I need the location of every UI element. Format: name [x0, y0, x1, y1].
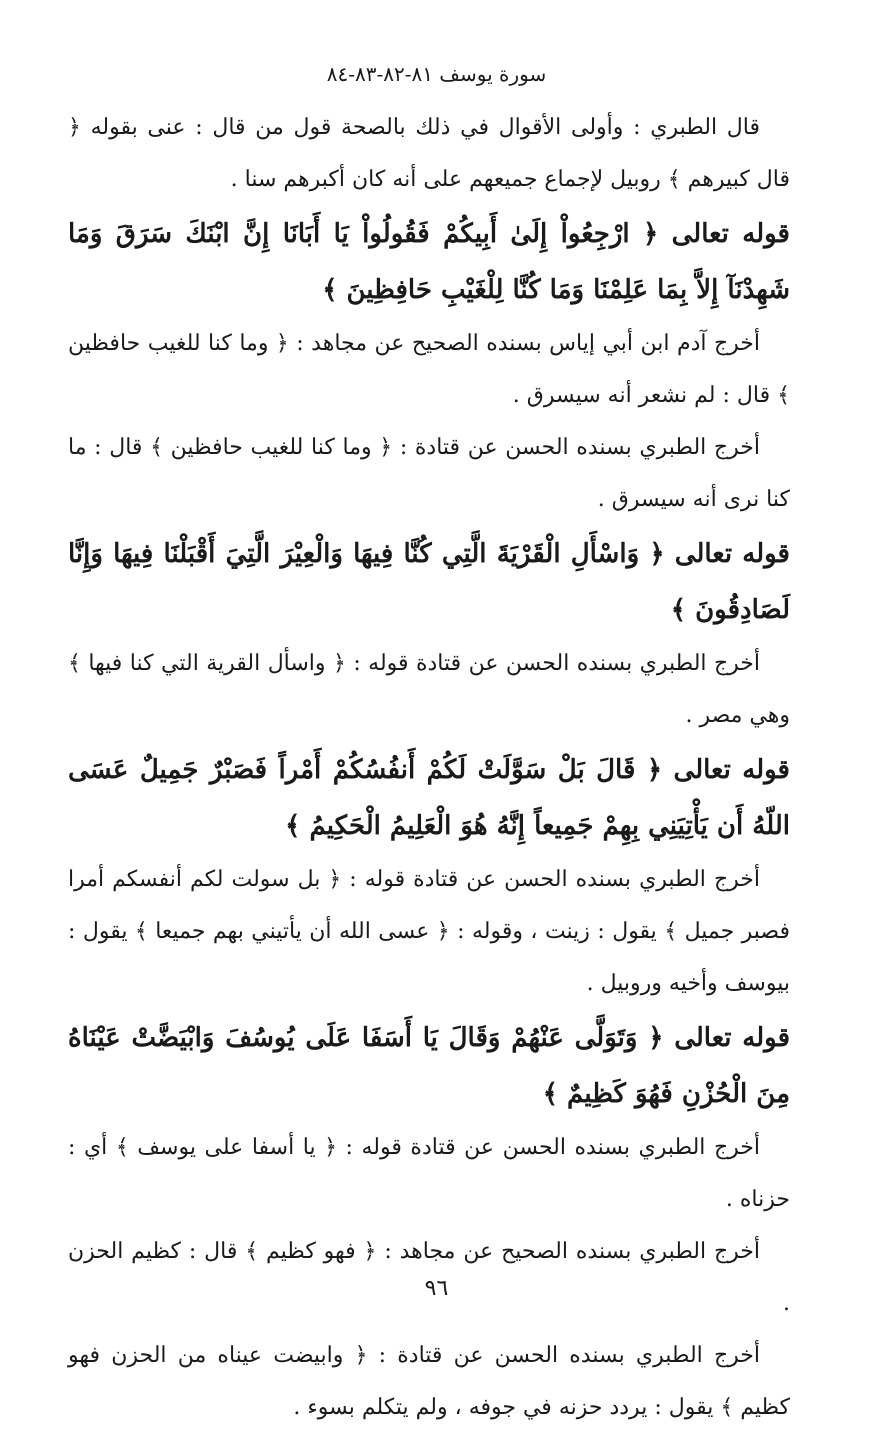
page-number: ٩٦: [424, 1276, 449, 1301]
body-text: [68, 102, 790, 1434]
paragraph-tabari-qatada-4: أخرج الطبري بسنده الحسن عن قتادة قوله : ﴿ يا أسفا على يوسف ﴾ أي : حزناه .: [68, 1135, 790, 1212]
paragraph-tabari-opinion: قال الطبري : وأولى الأقوال في ذلك بالصحة قول من قال : عنى بقوله ﴿ قال كبيرهم ﴾ روبيل لإجماع جميعهم على أنه كان أكبرهم سنا .: [68, 115, 790, 192]
paragraph-tabari-qatada-3: أخرج الطبري بسنده الحسن عن قتادة قوله : ﴿ بل سولت لكم أنفسكم أمرا فصبر جميل ﴾ يقول : زينت ، وقوله : ﴿ عسى الله أن يأتيني بهم جميعا ﴾ يقول : بيوسف وأخيه وروبيل .: [68, 867, 790, 996]
paragraph-adam-mujahid: أخرج آدم ابن أبي إياس بسنده الصحيح عن مجاهد : ﴿ وما كنا للغيب حافظين ﴾ قال : لم نشعر أنه سيسرق .: [68, 331, 790, 408]
verse-83: قوله تعالى ﴿ قَالَ بَلْ سَوَّلَتْ لَكُمْ أَنفُسُكُمْ أَمْراً فَصَبْرٌ جَمِيلٌ عَسَى اللّهُ أَن يَأْتِيَنِي بِهِمْ جَمِيعاً إِنَّهُ هُوَ الْعَلِيمُ الْحَكِيمُ ﴾: [68, 755, 790, 841]
paragraph-tabari-qatada-2: أخرج الطبري بسنده الحسن عن قتادة قوله : ﴿ واسأل القرية التي كنا فيها ﴾ وهي مصر .: [68, 651, 790, 728]
running-header: سورة يوسف ٨١-٨٢-٨٣-٨٤: [326, 62, 547, 86]
paragraph-tabari-qatada-1: أخرج الطبري بسنده الحسن عن قتادة : ﴿ وما كنا للغيب حافظين ﴾ قال : ما كنا نرى أنه سيسرق .: [68, 435, 790, 512]
paragraph-tabari-qatada-5: أخرج الطبري بسنده الحسن عن قتادة : ﴿ وابيضت عيناه من الحزن فهو كظيم ﴾ يقول : يردد حزنه في جوفه ، ولم يتكلم بسوء .: [68, 1343, 790, 1420]
verse-82: قوله تعالى ﴿ وَاسْأَلِ الْقَرْيَةَ الَّتِي كُنَّا فِيهَا وَالْعِيْرَ الَّتِيَ أَقْبَلْنَا فِيهَا وَإِنَّا لَصَادِقُونَ ﴾: [68, 539, 790, 625]
verse-81: قوله تعالى ﴿ ارْجِعُواْ إِلَىٰ أَبِيكُمْ فَقُولُواْ يَا أَبَانَا إِنَّ ابْنَكَ سَرَقَ وَمَا شَهِدْنَآ إِلاَّ بِمَا عَلِمْنَا وَمَا كُنَّا لِلْغَيْبِ حَافِظِينَ ﴾: [68, 219, 790, 305]
verse-84: قوله تعالى ﴿ وَتَوَلَّى عَنْهُمْ وَقَالَ يَا أَسَفَا عَلَى يُوسُفَ وَابْيَضَّتْ عَيْنَاهُ مِنَ الْحُزْنِ فَهُوَ كَظِيمٌ ﴾: [68, 1023, 790, 1109]
paragraph-tabari-mujahid: أخرج الطبري بسنده الصحيح عن مجاهد : ﴿ فهو كظيم ﴾ قال : كظيم الحزن .: [68, 1239, 790, 1316]
